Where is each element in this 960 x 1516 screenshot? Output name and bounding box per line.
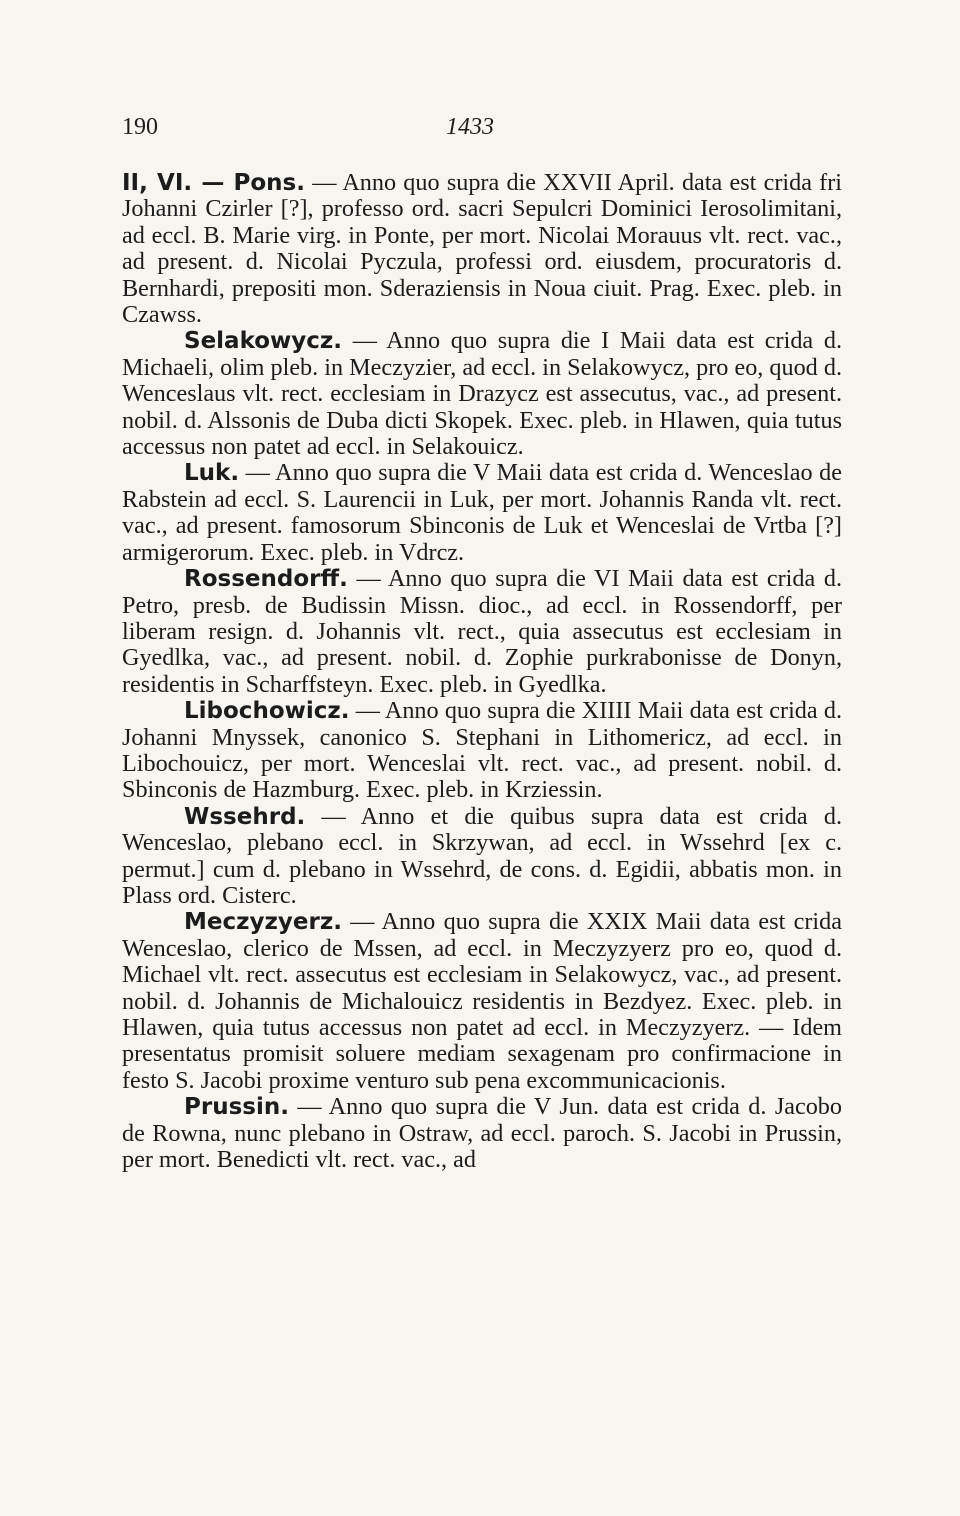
- entry-heading: Meczyzyerz.: [184, 909, 342, 936]
- entry-heading: Libochowicz.: [184, 698, 350, 725]
- entry-wssehrd: [122, 804, 842, 910]
- entry-meczyzyerz: [122, 909, 842, 1094]
- year-heading: 1433: [446, 114, 494, 140]
- entry-libochowicz: [122, 698, 842, 804]
- page-number: 190: [122, 114, 158, 140]
- entry-heading: Wssehrd.: [184, 803, 306, 830]
- entry-text: — Anno quo supra die VI Maii data est crida d. Petro, presb. de Budissin Missn. dioc., ad eccl. in Rossendorff, per liberam resign. d. Johannis vlt. rect., quia assecutus est ecclesiam in Gyedlka, vac., ad present. nobil. d. Zophie purkrabonisse de Donyn, residentis in Scharffsteyn. Exec. pleb. in Gyedlka.: [122, 565, 842, 698]
- page-header: [122, 114, 842, 148]
- entry-rossendorff: [122, 566, 842, 698]
- entry-text: — Anno quo supra die XXIX Maii data est crida Wenceslao, clerico de Mssen, ad eccl. in Meczyzyerz pro eo, quod d. Michael vlt. rect. assecutus est ecclesiam in Selakowycz, vac., ad present. nobil. d. Johannis de Michalouicz residentis in Bezdyez. Exec. pleb. in Hlawen, quia tutus accessus non patet ad eccl. in Meczyzyerz. — Idem presentatus promisit soluere mediam sexagenam pro confirmacione in festo S. Jacobi proxime venturo sub pena excommunicacionis.: [122, 908, 842, 1094]
- entry-luk: [122, 460, 842, 566]
- entry-text: — Anno quo supra die V Maii data est crida d. Wenceslao de Rabstein ad eccl. S. Laurencii in Luk, per mort. Johannis Randa vlt. rect. vac., ad present. famosorum Sbinconis de Luk et Wenceslai de Vrtba [?] armigerorum. Exec. pleb. in Vdrcz.: [122, 459, 842, 566]
- entry-heading: Rossendorff.: [184, 566, 348, 593]
- entry-heading: Prussin.: [184, 1094, 289, 1121]
- entry-text: — Anno et die quibus supra data est crida d. Wenceslao, plebano eccl. in Skrzywan, ad eccl. in Wssehrd [ex c. permut.] cum d. plebano in Wssehrd, de cons. d. Egidii, abbatis mon. in Plass ord. Cisterc.: [122, 802, 842, 909]
- entry-text: — Anno quo supra die XIIII Maii data est crida d. Johanni Mnyssek, canonico S. Stephani in Lithomericz, ad eccl. in Libochouicz, per mort. Wenceslai vlt. rect. vac., ad present. nobil. d. Sbinconis de Hazmburg. Exec. pleb. in Krziessin.: [122, 697, 842, 804]
- document-body: [122, 170, 842, 1173]
- entry-heading: II, VI. — Pons.: [122, 170, 305, 196]
- entry-prussin: [122, 1094, 842, 1173]
- entry-text: — Anno quo supra die I Maii data est crida d. Michaeli, olim pleb. in Meczyzier, ad eccl. in Selakowycz, pro eo, quod d. Wenceslaus vlt. rect. ecclesiam in Drazycz est assecutus, vac., ad present. nobil. d. Alssonis de Duba dicti Skopek. Exec. pleb. in Hlawen, quia tutus accessus non patet ad eccl. in Selakouicz.: [122, 327, 842, 461]
- entry-heading: Selakowycz.: [184, 328, 343, 355]
- entry-heading: Luk.: [184, 460, 240, 487]
- entry-text: — Anno quo supra die V Jun. data est crida d. Jacobo de Rowna, nunc plebano in Ostraw, ad eccl. paroch. S. Jacobi in Prussin, per mort. Benedicti vlt. rect. vac., ad: [122, 1093, 842, 1174]
- entry-pons: [122, 170, 842, 328]
- entry-selakowycz: [122, 328, 842, 460]
- entry-text: — Anno quo supra die XXVII April. data est crida fri Johanni Czirler [?], professo ord. sacri Sepulcri Dominici Ierosolimitani, ad eccl. B. Marie virg. in Ponte, per mort. Nicolai Morauus vlt. rect. vac., ad present. d. Nicolai Pyczula, professi ord. eiusdem, procuratoris d. Bernhardi, prepositi mon. Sderaziensis in Noua ciuit. Prag. Exec. pleb. in Czawss.: [122, 169, 842, 329]
